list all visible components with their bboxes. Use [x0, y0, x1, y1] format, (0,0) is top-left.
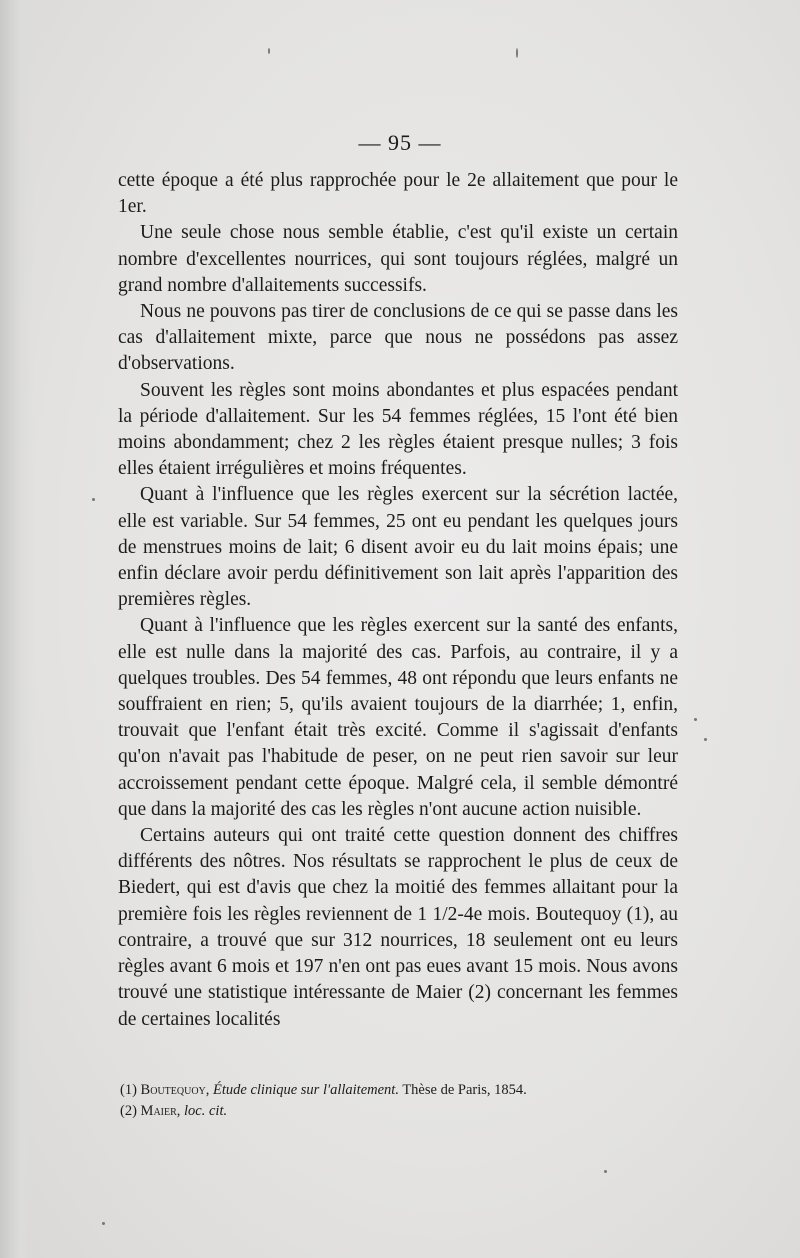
paragraph-5: Quant à l'influence que les règles exercent sur la sécrétion lactée, elle est variable. Sur 54 femmes, 25 ont eu pendant les quelques jours de menstrues moins de lait; 6 disent avoir eu du lait moins épais; une enfin déclare avoir perdu définitivement son lait après l'apparition des premières règles. — [118, 484, 678, 611]
footnotes — [120, 1080, 680, 1122]
scan-speck — [102, 1222, 105, 1225]
paragraph-3: Nous ne pouvons pas tirer de conclusions de ce qui se passe dans les cas d'allaitement mixte, parce que nous ne possédons pas assez d'observations. — [118, 301, 678, 375]
paragraph-6: Quant à l'influence que les règles exercent sur la santé des enfants, elle est nulle dans la majorité des cas. Parfois, au contraire, il y a quelques troubles. Des 54 femmes, 48 ont répondu que leurs enfants ne souffraient en rien; 5, qu'ils avaient toujours de la diarrhée; 1, enfin, trouvait que l'enfant était très excité. Comme il s'agissait d'enfants qu'on n'avait pas l'habitude de peser, on ne peut rien savoir sur leur accroissement pendant cette époque. Malgré cela, il semble démontré que dans la majorité des cas les règles n'ont aucune action nuisible. — [118, 615, 678, 820]
paragraph-2: Une seule chose nous semble établie, c'est qu'il existe un certain nombre d'excellentes nourrices, qui sont toujours réglées, malgré un grand nombre d'allaitements successifs. — [118, 222, 678, 296]
scan-speck — [92, 498, 95, 501]
footnote-title: Étude clinique sur l'allaitement. — [213, 1082, 399, 1098]
footnote-1 — [120, 1080, 680, 1101]
scan-speck — [604, 1170, 607, 1173]
footnote-marker: (1) — [120, 1082, 137, 1098]
paragraph-4: Souvent les règles sont moins abondantes et plus espacées pendant la période d'allaitement. Sur les 54 femmes réglées, 15 l'ont été bien moins abondamment; chez 2 les règles étaient presque nulles; 3 fois elles étaient irrégulières et moins fréquentes. — [118, 379, 678, 480]
scan-speck — [704, 738, 707, 741]
scan-speck — [516, 48, 518, 58]
body-text — [118, 168, 678, 1033]
paragraph-7: Certains auteurs qui ont traité cette question donnent des chiffres différents des nôtres. Nos résultats se rapprochent le plus de ceux de Biedert, qui est d'avis que chez la moitié des femmes allaitant pour la première fois les règles reviennent de 1 1/2-4e mois. Boutequoy (1), au contraire, a trouvé que sur 312 nourrices, 18 seulement ont eu leurs règles avant 6 mois et 197 n'en ont pas eues avant 15 mois. Nous avons trouvé une statistique intéressante de Maier (2) concernant les femmes de certaines localités — [118, 825, 678, 1030]
scan-speck — [268, 48, 270, 54]
footnote-2 — [120, 1101, 680, 1122]
page-number: — 95 — — [358, 130, 442, 155]
scan-speck — [694, 718, 697, 721]
footnote-marker: (2) — [120, 1103, 137, 1119]
paragraph-1: cette époque a été plus rapprochée pour le 2e allaitement que pour le 1er. — [118, 170, 678, 218]
footnote-title: loc. cit. — [184, 1103, 228, 1119]
footnote-author: Maier, — [140, 1103, 181, 1119]
footnote-author: Boutequoy, — [140, 1082, 210, 1098]
footnote-rest: Thèse de Paris, 1854. — [402, 1082, 527, 1098]
page-gutter-shadow — [0, 0, 34, 1258]
